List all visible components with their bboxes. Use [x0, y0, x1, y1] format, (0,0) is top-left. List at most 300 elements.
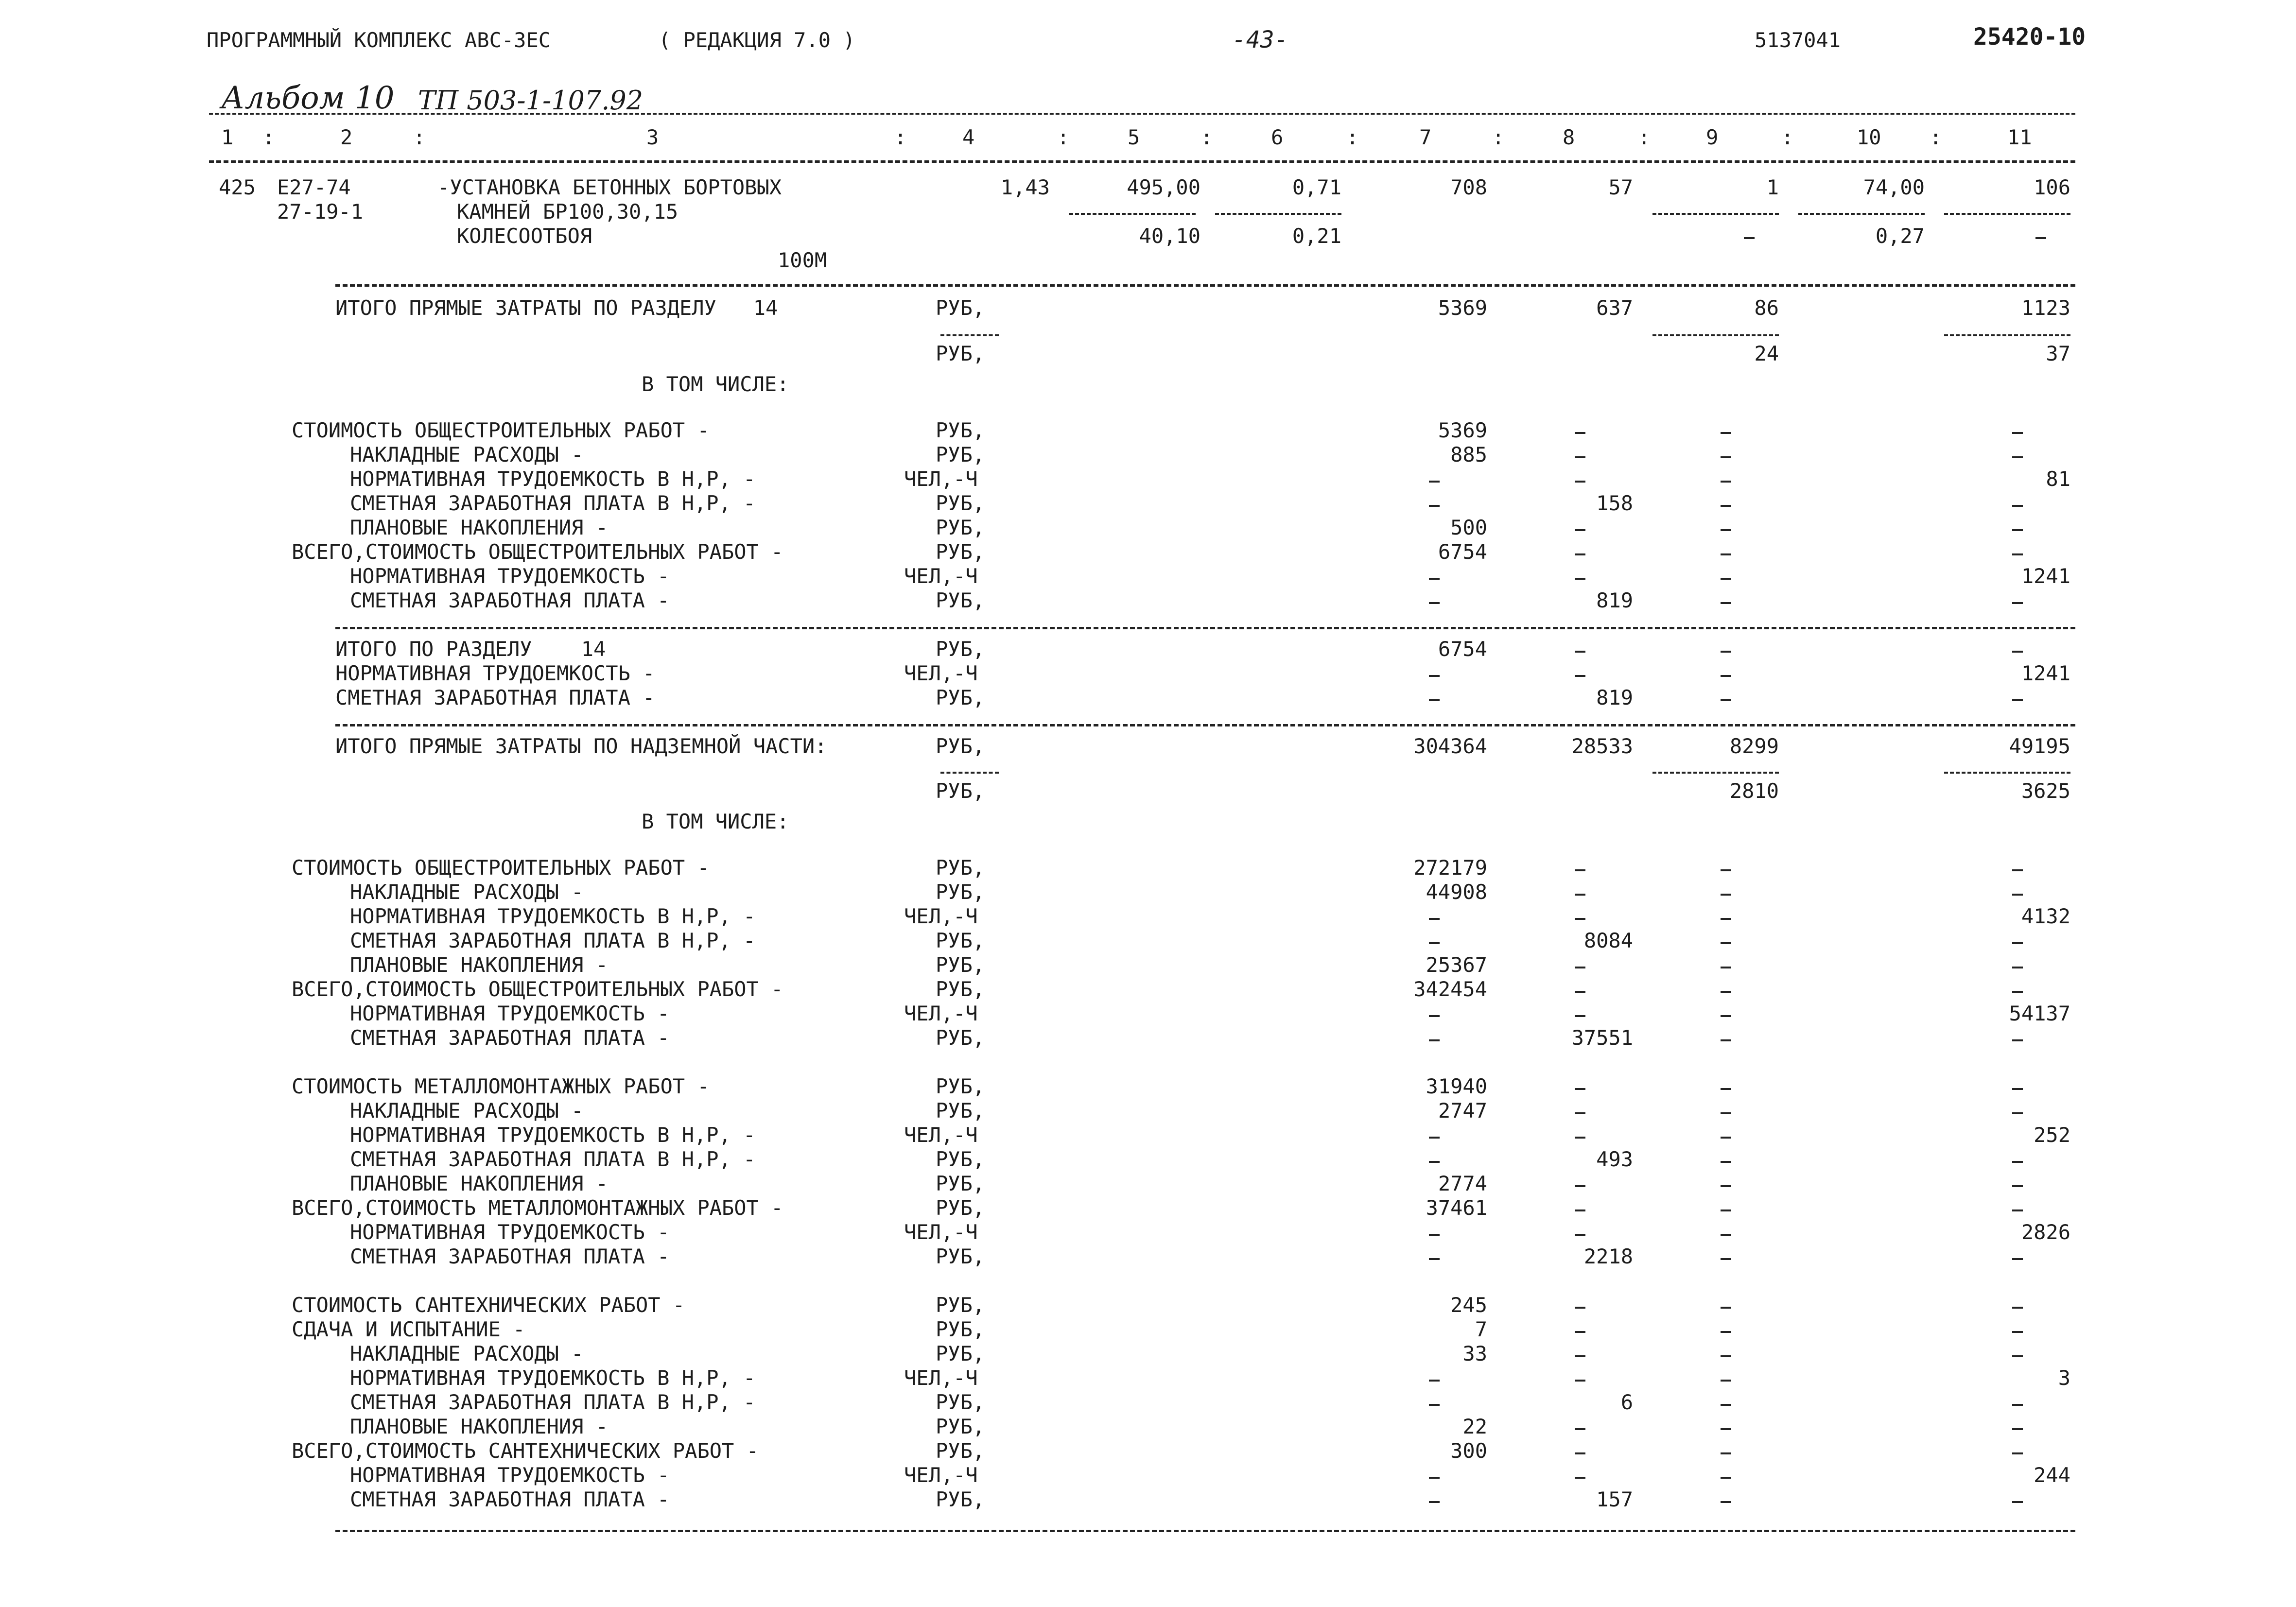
row-unit: РУБ,: [936, 977, 985, 1001]
row-unit: РУБ,: [936, 540, 985, 564]
column-number: 1: [221, 125, 234, 149]
row-value-c8: 37551: [1571, 1026, 1633, 1050]
column-separator: :: [413, 125, 426, 149]
dash: [2012, 1355, 2023, 1357]
dash: [1721, 1210, 1731, 1211]
dash: [2012, 651, 2023, 653]
dash: [1575, 1307, 1585, 1309]
row-unit: РУБ,: [936, 491, 985, 515]
dash: [1429, 1137, 1440, 1139]
dash: [1721, 1477, 1731, 1479]
row-unit: ЧЕЛ,-Ч: [904, 661, 978, 685]
item-col7: 708: [1450, 175, 1487, 199]
row-label: СМЕТНАЯ ЗАРАБОТНАЯ ПЛАТА В Н,Р, -: [350, 1147, 756, 1171]
item-unit: 100М: [778, 248, 827, 272]
row-label: СМЕТНАЯ ЗАРАБОТНАЯ ПЛАТА -: [350, 588, 670, 612]
dash: [1721, 651, 1731, 653]
dash: [2012, 1258, 2023, 1260]
item-desc-1: -УСТАНОВКА БЕТОННЫХ БОРТОВЫХ: [437, 175, 782, 199]
dash: [1429, 578, 1440, 580]
row-value-c11: 1123: [2021, 296, 2070, 320]
page-number: -43-: [1232, 26, 1288, 53]
dash: [1575, 1137, 1585, 1139]
row-label: НОРМАТИВНАЯ ТРУДОЕМКОСТЬ -: [350, 564, 670, 588]
row-label: НОРМАТИВНАЯ ТРУДОЕМКОСТЬ В Н,Р, -: [350, 1123, 756, 1147]
column-number: 6: [1271, 125, 1284, 149]
row-value-c11: 1241: [2021, 661, 2070, 685]
dash: [1721, 1428, 1731, 1430]
row-label: НОРМАТИВНАЯ ТРУДОЕМКОСТЬ В Н,Р, -: [350, 467, 756, 491]
dash: [1721, 1331, 1731, 1333]
dash: [1721, 1112, 1731, 1114]
dash: [2012, 432, 2023, 434]
row-label: СМЕТНАЯ ЗАРАБОТНАЯ ПЛАТА В Н,Р, -: [350, 491, 756, 515]
row-value-c7: 6754: [1438, 540, 1487, 564]
row-value-c11: 54137: [2009, 1002, 2070, 1025]
column-number: 11: [2007, 125, 2032, 149]
item-rule-5: [1069, 213, 1196, 215]
row-value-c7: 500: [1450, 516, 1487, 539]
rule-line: [940, 334, 999, 336]
dash: [1721, 991, 1731, 993]
dash: [2012, 991, 2023, 993]
row-label: ПЛАНОВЫЕ НАКОПЛЕНИЯ -: [350, 1415, 609, 1438]
top-rule: [209, 113, 2075, 115]
dash: [1429, 1380, 1440, 1382]
row-value-c7: 25367: [1426, 953, 1487, 977]
row-unit: ЧЕЛ,-Ч: [904, 1002, 978, 1025]
row-unit: РУБ,: [936, 443, 985, 467]
row-value-c7: 31940: [1426, 1074, 1487, 1098]
row-label: НАКЛАДНЫЕ РАСХОДЫ -: [350, 443, 584, 467]
dash: [2012, 505, 2023, 507]
row-value-c9: 24: [1754, 342, 1779, 365]
dash: [1575, 529, 1585, 531]
dash: [1429, 1404, 1440, 1406]
row-value-c8: 158: [1596, 491, 1633, 515]
row-value-c8: 819: [1596, 588, 1633, 612]
row-value-c7: 5369: [1438, 418, 1487, 442]
dash: [1575, 991, 1585, 993]
row-label: ИТОГО ПРЯМЫЕ ЗАТРАТЫ ПО РАЗДЕЛУ 14: [335, 296, 778, 320]
row-label: НОРМАТИВНАЯ ТРУДОЕМКОСТЬ -: [350, 1002, 670, 1025]
item-col10: 74,00: [1863, 175, 1925, 199]
dash: [2012, 869, 2023, 871]
dash: [1721, 1039, 1731, 1041]
row-label: СТОИМОСТЬ ОБЩЕСТРОИТЕЛЬНЫХ РАБОТ -: [292, 418, 710, 442]
row-value-c7: 300: [1450, 1439, 1487, 1463]
row-value-c11: 252: [2034, 1123, 2070, 1147]
row-unit: РУБ,: [936, 296, 985, 320]
dash: [1429, 1039, 1440, 1041]
dash: [1575, 967, 1585, 968]
row-label: ВСЕГО,СТОИМОСТЬ ОБЩЕСТРОИТЕЛЬНЫХ РАБОТ -: [292, 977, 783, 1001]
row-label: СТОИМОСТЬ ОБЩЕСТРОИТЕЛЬНЫХ РАБОТ -: [292, 856, 710, 880]
item-rule-9: [1652, 213, 1779, 215]
dash: [2012, 1112, 2023, 1114]
dash: [1575, 578, 1585, 580]
row-unit: РУБ,: [936, 516, 985, 539]
item-col9: 1: [1766, 175, 1779, 199]
row-unit: РУБ,: [936, 1099, 985, 1123]
rule-line: [1652, 772, 1779, 774]
row-value-c8: 493: [1596, 1147, 1633, 1171]
row-label: В ТОМ ЧИСЛЕ:: [642, 810, 789, 833]
dash: [2012, 967, 2023, 968]
row-label: СМЕТНАЯ ЗАРАБОТНАЯ ПЛАТА -: [350, 1487, 670, 1511]
item-number: 425: [219, 175, 256, 199]
row-label: НОРМАТИВНАЯ ТРУДОЕМКОСТЬ -: [335, 661, 655, 685]
row-label: НОРМАТИВНАЯ ТРУДОЕМКОСТЬ В Н,Р, -: [350, 1366, 756, 1390]
row-value-c7: 7: [1475, 1317, 1487, 1341]
dash: [1575, 1355, 1585, 1357]
dash: [1721, 894, 1731, 896]
dash: [1721, 553, 1731, 555]
dash: [1721, 432, 1731, 434]
item-rule-11: [1944, 213, 2070, 215]
row-value-c11: 3: [2058, 1366, 2070, 1390]
dash: [2012, 1331, 2023, 1333]
dash: [1721, 1185, 1731, 1187]
row-unit: РУБ,: [936, 779, 985, 803]
dash: [1429, 1234, 1440, 1236]
dash: [1721, 869, 1731, 871]
column-separator: :: [1492, 125, 1505, 149]
dash: [1721, 1307, 1731, 1309]
row-value-c7: 304364: [1413, 734, 1487, 758]
rule-line: [1652, 334, 1779, 336]
item-subcode: 27-19-1: [277, 200, 364, 224]
dash: [2012, 1307, 2023, 1309]
row-label: СТОИМОСТЬ САНТЕХНИЧЕСКИХ РАБОТ -: [292, 1293, 685, 1317]
dash: [1575, 1234, 1585, 1236]
dash: [1575, 481, 1585, 483]
dash: [2012, 1501, 2023, 1503]
row-unit: РУБ,: [936, 953, 985, 977]
row-unit: РУБ,: [936, 1147, 985, 1171]
dash: [1575, 1477, 1585, 1479]
row-value-c11: 4132: [2021, 904, 2070, 928]
dash: [2012, 1039, 2023, 1041]
row-value-c8: 2218: [1583, 1244, 1633, 1268]
dash: [1721, 1088, 1731, 1090]
row-label: СМЕТНАЯ ЗАРАБОТНАЯ ПЛАТА -: [335, 686, 655, 709]
row-label: В ТОМ ЧИСЛЕ:: [642, 372, 789, 396]
column-number: 8: [1563, 125, 1575, 149]
dash: [2012, 1210, 2023, 1211]
row-unit: РУБ,: [936, 1439, 985, 1463]
dash: [1721, 1355, 1731, 1357]
column-separator: :: [1638, 125, 1651, 149]
dash: [1721, 918, 1731, 920]
column-separator: :: [894, 125, 907, 149]
dash: [2012, 1161, 2023, 1163]
dash: [1575, 1210, 1585, 1211]
item-col6-b: 0,21: [1292, 224, 1341, 248]
item-col8: 57: [1608, 175, 1633, 199]
row-unit: РУБ,: [936, 1317, 985, 1341]
dash: [1575, 1428, 1585, 1430]
dash: [1721, 505, 1731, 507]
column-number: 9: [1706, 125, 1719, 149]
header-rule: [209, 160, 2075, 163]
item-col5: 495,00: [1127, 175, 1200, 199]
row-label: НАКЛАДНЫЕ РАСХОДЫ -: [350, 880, 584, 904]
row-label: ПЛАНОВЫЕ НАКОПЛЕНИЯ -: [350, 1172, 609, 1195]
dash: [2012, 1088, 2023, 1090]
row-label: ИТОГО ПО РАЗДЕЛУ 14: [335, 637, 606, 661]
row-unit: РУБ,: [936, 1244, 985, 1268]
row-value-c8: 819: [1596, 686, 1633, 709]
program-title: ПРОГРАММНЫЙ КОМПЛЕКС АВС-3ЕС: [207, 28, 551, 52]
row-value-c11: 37: [2046, 342, 2070, 365]
row-value-c8: 8084: [1583, 929, 1633, 952]
dash: [1575, 1185, 1585, 1187]
column-separator: :: [1057, 125, 1070, 149]
dash: [1575, 1380, 1585, 1382]
dash: [1721, 942, 1731, 944]
stamp-number: 25420-10: [1973, 23, 2086, 51]
album-handwritten: Альбом 10: [221, 80, 395, 116]
row-value-c7: 2747: [1438, 1099, 1487, 1123]
dash: [1721, 1380, 1731, 1382]
column-number: 7: [1419, 125, 1432, 149]
row-label: СМЕТНАЯ ЗАРАБОТНАЯ ПЛАТА -: [350, 1244, 670, 1268]
row-label: СТОИМОСТЬ МЕТАЛЛОМОНТАЖНЫХ РАБОТ -: [292, 1074, 710, 1098]
row-unit: ЧЕЛ,-Ч: [904, 1463, 978, 1487]
column-number: 4: [962, 125, 975, 149]
tp-handwritten: ТП 503-1-107.92: [418, 85, 644, 116]
row-unit: ЧЕЛ,-Ч: [904, 1220, 978, 1244]
row-value-c7: 5369: [1438, 296, 1487, 320]
row-label: НОРМАТИВНАЯ ТРУДОЕМКОСТЬ -: [350, 1220, 670, 1244]
dash: [1429, 1258, 1440, 1260]
row-value-c7: 44908: [1426, 880, 1487, 904]
row-label: СМЕТНАЯ ЗАРАБОТНАЯ ПЛАТА В Н,Р, -: [350, 1390, 756, 1414]
dash: [1575, 675, 1585, 677]
row-label: СМЕТНАЯ ЗАРАБОТНАЯ ПЛАТА В Н,Р, -: [350, 929, 756, 952]
rule-line: [335, 284, 2075, 287]
dash: [1429, 602, 1440, 604]
row-value-c11: 244: [2034, 1463, 2070, 1487]
row-value-c7: 885: [1450, 443, 1487, 467]
row-label: ВСЕГО,СТОИМОСТЬ ОБЩЕСТРОИТЕЛЬНЫХ РАБОТ -: [292, 540, 783, 564]
row-label: ВСЕГО,СТОИМОСТЬ САНТЕХНИЧЕСКИХ РАБОТ -: [292, 1439, 759, 1463]
dash: [1721, 602, 1731, 604]
dash: [1721, 675, 1731, 677]
dash: [1575, 918, 1585, 920]
column-number: 2: [340, 125, 353, 149]
item-desc-3: КОЛЕСООТБОЯ: [457, 224, 592, 248]
row-unit: РУБ,: [936, 342, 985, 365]
dash: [2012, 942, 2023, 944]
dash: [1721, 1452, 1731, 1454]
row-unit: РУБ,: [936, 637, 985, 661]
row-value-c7: 37461: [1426, 1196, 1487, 1220]
dash: [1721, 481, 1731, 483]
row-value-c8: 6: [1620, 1390, 1633, 1414]
item-rule-6: [1215, 213, 1341, 215]
item-col10-b: 0,27: [1875, 224, 1925, 248]
dash: [1429, 699, 1440, 701]
row-label: СМЕТНАЯ ЗАРАБОТНАЯ ПЛАТА -: [350, 1026, 670, 1050]
item-col11: 106: [2034, 175, 2070, 199]
row-value-c7: 6754: [1438, 637, 1487, 661]
row-label: ИТОГО ПРЯМЫЕ ЗАТРАТЫ ПО НАДЗЕМНОЙ ЧАСТИ:: [335, 734, 827, 758]
dash: [1429, 505, 1440, 507]
row-unit: РУБ,: [936, 418, 985, 442]
dash: [2012, 553, 2023, 555]
dash: [1429, 1015, 1440, 1017]
row-value-c7: 245: [1450, 1293, 1487, 1317]
dash: [1429, 675, 1440, 677]
row-unit: РУБ,: [936, 1074, 985, 1098]
row-unit: РУБ,: [936, 734, 985, 758]
dash: [1744, 237, 1755, 239]
dash: [1721, 1161, 1731, 1163]
item-code: Е27-74: [277, 175, 351, 199]
row-unit: РУБ,: [936, 929, 985, 952]
row-value-c7: 272179: [1413, 856, 1487, 880]
rule-line: [940, 772, 999, 774]
row-unit: РУБ,: [936, 880, 985, 904]
row-label: НАКЛАДНЫЕ РАСХОДЫ -: [350, 1099, 584, 1123]
dash: [1575, 432, 1585, 434]
row-value-c8: 28533: [1571, 734, 1633, 758]
row-value-c7: 2774: [1438, 1172, 1487, 1195]
row-unit: РУБ,: [936, 1172, 985, 1195]
dash: [2012, 602, 2023, 604]
dash: [1721, 1137, 1731, 1139]
row-label: ВСЕГО,СТОИМОСТЬ МЕТАЛЛОМОНТАЖНЫХ РАБОТ -: [292, 1196, 783, 1220]
dash: [1429, 918, 1440, 920]
column-number: 10: [1857, 125, 1881, 149]
dash: [1575, 1015, 1585, 1017]
rule-line: [335, 627, 2075, 629]
dash: [1575, 1331, 1585, 1333]
column-separator: :: [1200, 125, 1213, 149]
rule-line: [335, 1530, 2075, 1532]
dash: [1721, 529, 1731, 531]
dash: [1429, 942, 1440, 944]
dash: [1721, 967, 1731, 968]
row-value-c11: 1241: [2021, 564, 2070, 588]
dash: [2012, 1404, 2023, 1406]
row-unit: ЧЕЛ,-Ч: [904, 564, 978, 588]
dash: [1721, 699, 1731, 701]
dash: [1721, 456, 1731, 458]
row-label: НОРМАТИВНАЯ ТРУДОЕМКОСТЬ В Н,Р, -: [350, 904, 756, 928]
row-unit: РУБ,: [936, 1026, 985, 1050]
dash: [2012, 699, 2023, 701]
dash: [2012, 1185, 2023, 1187]
row-unit: РУБ,: [936, 1487, 985, 1511]
dash: [1429, 481, 1440, 483]
row-unit: ЧЕЛ,-Ч: [904, 467, 978, 491]
item-col4: 1,43: [1000, 175, 1050, 199]
dash: [2012, 456, 2023, 458]
row-unit: РУБ,: [936, 588, 985, 612]
dash: [1575, 456, 1585, 458]
row-value-c9: 8299: [1729, 734, 1779, 758]
row-label: НАКЛАДНЫЕ РАСХОДЫ -: [350, 1342, 584, 1365]
dash: [1575, 1452, 1585, 1454]
dash: [1429, 1161, 1440, 1163]
dash: [1575, 553, 1585, 555]
dash: [1721, 578, 1731, 580]
dash: [2012, 1452, 2023, 1454]
row-value-c7: 342454: [1413, 977, 1487, 1001]
row-value-c11: 49195: [2009, 734, 2070, 758]
row-unit: ЧЕЛ,-Ч: [904, 904, 978, 928]
doc-code: 5137041: [1755, 28, 1841, 52]
row-value-c9: 86: [1754, 296, 1779, 320]
row-unit: РУБ,: [936, 1293, 985, 1317]
row-label: НОРМАТИВНАЯ ТРУДОЕМКОСТЬ -: [350, 1463, 670, 1487]
item-rule-10: [1798, 213, 1925, 215]
column-separator: :: [1781, 125, 1794, 149]
row-unit: РУБ,: [936, 1390, 985, 1414]
dash: [2012, 894, 2023, 896]
column-number: 3: [646, 125, 659, 149]
dash: [1575, 1112, 1585, 1114]
edition-label: ( РЕДАКЦИЯ 7.0 ): [659, 28, 855, 52]
column-separator: :: [262, 125, 275, 149]
row-value-c8: 157: [1596, 1487, 1633, 1511]
row-value-c11: 3625: [2021, 779, 2070, 803]
dash: [2035, 237, 2046, 239]
row-unit: РУБ,: [936, 1196, 985, 1220]
item-col5-b: 40,10: [1139, 224, 1200, 248]
item-col6: 0,71: [1292, 175, 1341, 199]
row-value-c9: 2810: [1729, 779, 1779, 803]
rule-line: [1944, 772, 2070, 774]
rule-line: [1944, 334, 2070, 336]
row-value-c7: 22: [1462, 1415, 1487, 1438]
row-label: СДАЧА И ИСПЫТАНИЕ -: [292, 1317, 525, 1341]
row-unit: РУБ,: [936, 1342, 985, 1365]
row-value-c8: 637: [1596, 296, 1633, 320]
row-unit: ЧЕЛ,-Ч: [904, 1366, 978, 1390]
dash: [1721, 1404, 1731, 1406]
dash: [1575, 651, 1585, 653]
column-separator: :: [1346, 125, 1359, 149]
dash: [1429, 1477, 1440, 1479]
dash: [1721, 1501, 1731, 1503]
dash: [1575, 1088, 1585, 1090]
rule-line: [335, 724, 2075, 726]
dash: [2012, 1428, 2023, 1430]
dash: [1721, 1015, 1731, 1017]
row-value-c7: 33: [1462, 1342, 1487, 1365]
row-label: ПЛАНОВЫЕ НАКОПЛЕНИЯ -: [350, 953, 609, 977]
row-unit: РУБ,: [936, 686, 985, 709]
column-number: 5: [1128, 125, 1140, 149]
row-unit: ЧЕЛ,-Ч: [904, 1123, 978, 1147]
row-unit: РУБ,: [936, 856, 985, 880]
row-value-c11: 2826: [2021, 1220, 2070, 1244]
row-value-c11: 81: [2046, 467, 2070, 491]
dash: [1575, 894, 1585, 896]
dash: [1721, 1258, 1731, 1260]
row-unit: РУБ,: [936, 1415, 985, 1438]
dash: [1721, 1234, 1731, 1236]
column-separator: :: [1930, 125, 1942, 149]
dash: [2012, 529, 2023, 531]
item-desc-2: КАМНЕЙ БР100,30,15: [457, 200, 678, 224]
row-label: ПЛАНОВЫЕ НАКОПЛЕНИЯ -: [350, 516, 609, 539]
dash: [1575, 869, 1585, 871]
